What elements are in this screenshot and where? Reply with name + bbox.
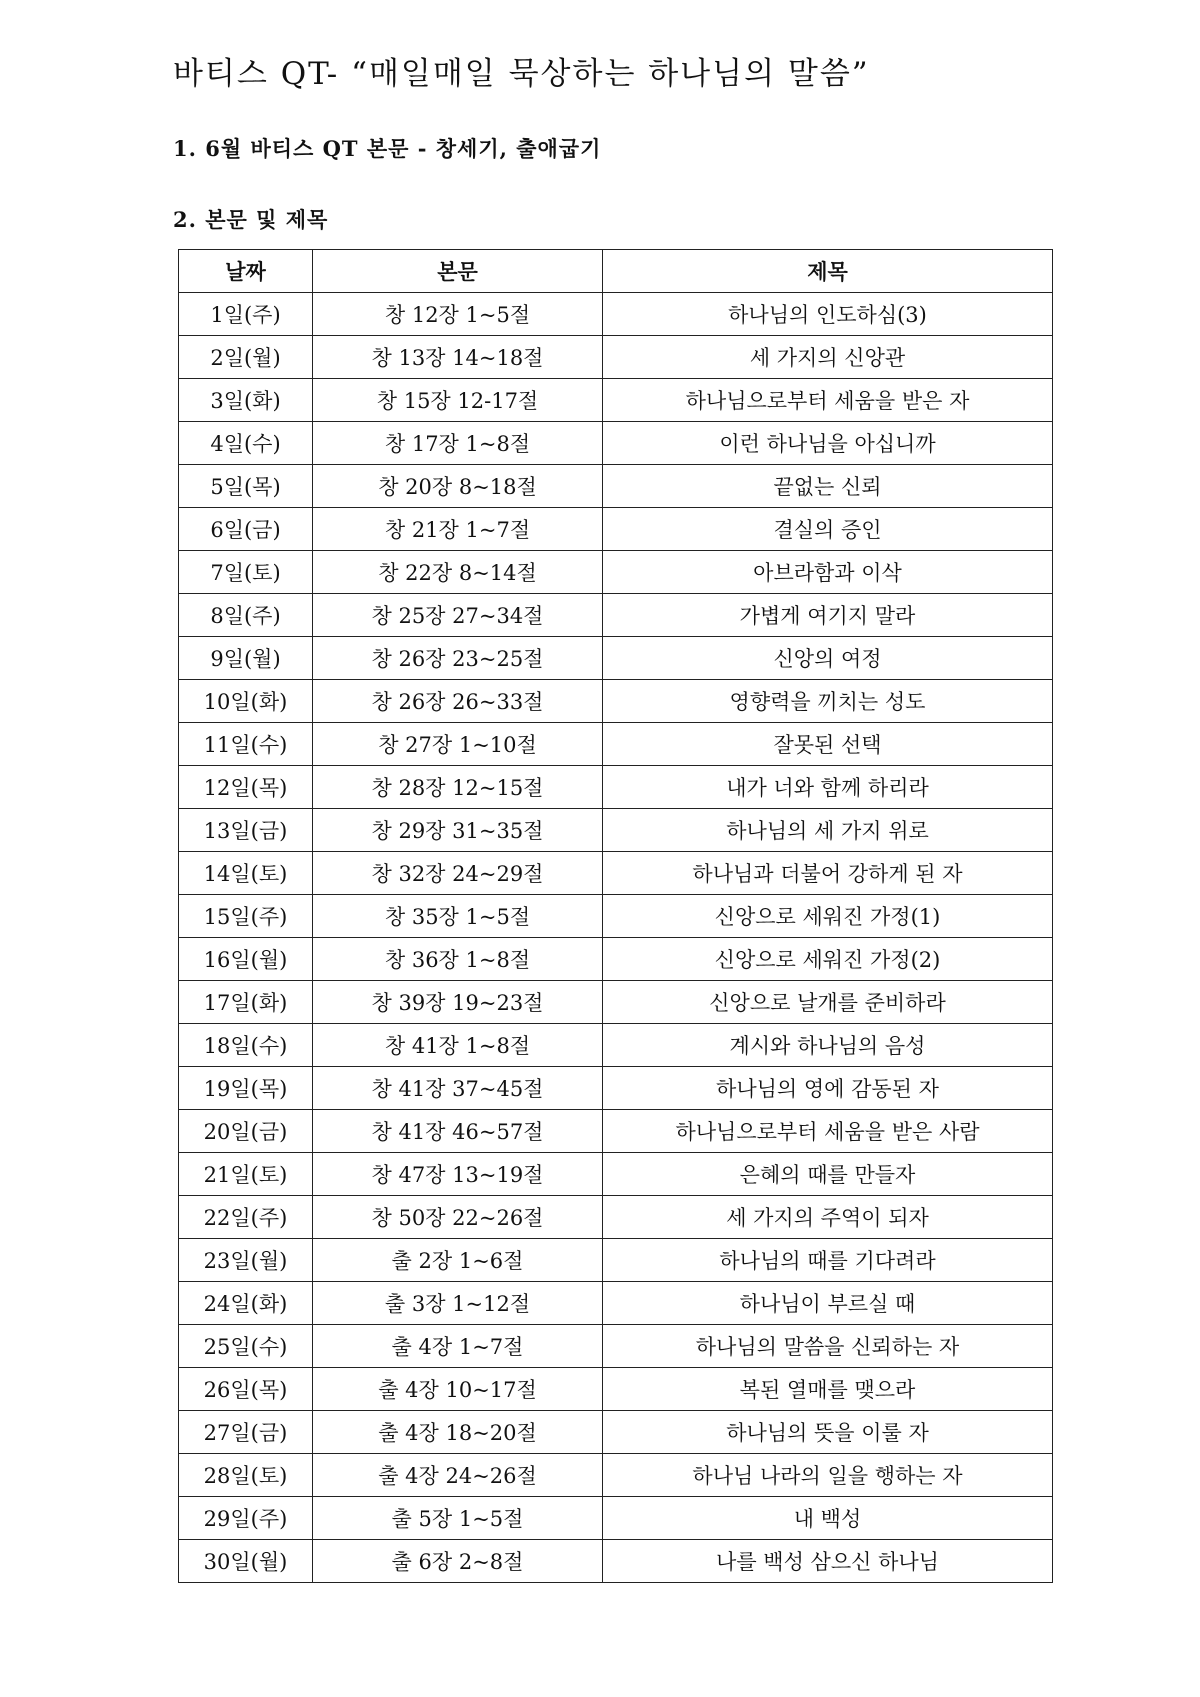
cell-passage: 창 17장 1~8절 xyxy=(313,422,603,465)
cell-passage: 창 15장 12-17절 xyxy=(313,379,603,422)
cell-title: 복된 열매를 맺으라 xyxy=(603,1368,1053,1411)
cell-passage: 출 4장 18~20절 xyxy=(313,1411,603,1454)
cell-passage: 창 36장 1~8절 xyxy=(313,938,603,981)
cell-date: 20일(금) xyxy=(179,1110,313,1153)
cell-title: 세 가지의 신앙관 xyxy=(603,336,1053,379)
cell-passage: 창 21장 1~7절 xyxy=(313,508,603,551)
cell-title: 하나님으로부터 세움을 받은 사람 xyxy=(603,1110,1053,1153)
cell-passage: 창 27장 1~10절 xyxy=(313,723,603,766)
cell-title: 세 가지의 주역이 되자 xyxy=(603,1196,1053,1239)
cell-passage: 창 41장 46~57절 xyxy=(313,1110,603,1153)
cell-title: 내가 너와 함께 하리라 xyxy=(603,766,1053,809)
cell-date: 26일(목) xyxy=(179,1368,313,1411)
cell-passage: 출 5장 1~5절 xyxy=(313,1497,603,1540)
table-row xyxy=(179,723,1053,766)
cell-title: 내 백성 xyxy=(603,1497,1053,1540)
cell-date: 23일(월) xyxy=(179,1239,313,1282)
cell-title: 하나님이 부르실 때 xyxy=(603,1282,1053,1325)
cell-date: 1일(주) xyxy=(179,293,313,336)
cell-passage: 창 13장 14~18절 xyxy=(313,336,603,379)
table-row xyxy=(179,1024,1053,1067)
cell-passage: 창 26장 23~25절 xyxy=(313,637,603,680)
cell-date: 25일(수) xyxy=(179,1325,313,1368)
cell-passage: 창 12장 1~5절 xyxy=(313,293,603,336)
cell-date: 4일(수) xyxy=(179,422,313,465)
header-passage: 본문 xyxy=(313,250,603,293)
cell-date: 3일(화) xyxy=(179,379,313,422)
cell-title: 은혜의 때를 만들자 xyxy=(603,1153,1053,1196)
cell-passage: 창 50장 22~26절 xyxy=(313,1196,603,1239)
cell-passage: 창 22장 8~14절 xyxy=(313,551,603,594)
cell-title: 신앙으로 세워진 가정(1) xyxy=(603,895,1053,938)
cell-passage: 출 4장 24~26절 xyxy=(313,1454,603,1497)
table-row xyxy=(179,680,1053,723)
cell-date: 6일(금) xyxy=(179,508,313,551)
table-row xyxy=(179,938,1053,981)
cell-title: 하나님과 더불어 강하게 된 자 xyxy=(603,852,1053,895)
cell-passage: 출 4장 1~7절 xyxy=(313,1325,603,1368)
table-row xyxy=(179,852,1053,895)
cell-date: 12일(목) xyxy=(179,766,313,809)
table-row xyxy=(179,594,1053,637)
cell-passage: 출 4장 10~17절 xyxy=(313,1368,603,1411)
cell-passage: 창 20장 8~18절 xyxy=(313,465,603,508)
cell-date: 8일(주) xyxy=(179,594,313,637)
table-row xyxy=(179,551,1053,594)
table-row xyxy=(179,1153,1053,1196)
table-row xyxy=(179,465,1053,508)
schedule-table xyxy=(178,249,1053,1583)
table-header-row xyxy=(179,250,1053,293)
cell-date: 7일(토) xyxy=(179,551,313,594)
cell-title: 하나님 나라의 일을 행하는 자 xyxy=(603,1454,1053,1497)
cell-title: 하나님의 말씀을 신뢰하는 자 xyxy=(603,1325,1053,1368)
cell-passage: 창 41장 37~45절 xyxy=(313,1067,603,1110)
cell-passage: 출 2장 1~6절 xyxy=(313,1239,603,1282)
table-row xyxy=(179,809,1053,852)
cell-passage: 창 35장 1~5절 xyxy=(313,895,603,938)
table-row xyxy=(179,1368,1053,1411)
table-row xyxy=(179,1325,1053,1368)
cell-passage: 창 25장 27~34절 xyxy=(313,594,603,637)
cell-passage: 창 32장 24~29절 xyxy=(313,852,603,895)
page-title: 바티스 QT- “매일매일 묵상하는 하나님의 말씀” xyxy=(173,56,870,92)
cell-date: 10일(화) xyxy=(179,680,313,723)
cell-title: 이런 하나님을 아십니까 xyxy=(603,422,1053,465)
table-row xyxy=(179,1454,1053,1497)
cell-date: 24일(화) xyxy=(179,1282,313,1325)
cell-date: 28일(토) xyxy=(179,1454,313,1497)
cell-title: 신앙의 여정 xyxy=(603,637,1053,680)
cell-title: 하나님의 세 가지 위로 xyxy=(603,809,1053,852)
cell-title: 신앙으로 날개를 준비하라 xyxy=(603,981,1053,1024)
cell-date: 9일(월) xyxy=(179,637,313,680)
cell-title: 하나님의 영에 감동된 자 xyxy=(603,1067,1053,1110)
cell-date: 13일(금) xyxy=(179,809,313,852)
cell-passage: 창 41장 1~8절 xyxy=(313,1024,603,1067)
cell-date: 21일(토) xyxy=(179,1153,313,1196)
cell-date: 19일(목) xyxy=(179,1067,313,1110)
table-row xyxy=(179,508,1053,551)
cell-title: 나를 백성 삼으신 하나님 xyxy=(603,1540,1053,1583)
cell-title: 계시와 하나님의 음성 xyxy=(603,1024,1053,1067)
header-date: 날짜 xyxy=(179,250,313,293)
cell-date: 15일(주) xyxy=(179,895,313,938)
section-heading-1: 1. 6월 바티스 QT 본문 - 창세기, 출애굽기 xyxy=(173,136,602,161)
cell-date: 17일(화) xyxy=(179,981,313,1024)
cell-passage: 창 39장 19~23절 xyxy=(313,981,603,1024)
table-row xyxy=(179,293,1053,336)
cell-title: 영향력을 끼치는 성도 xyxy=(603,680,1053,723)
cell-title: 신앙으로 세워진 가정(2) xyxy=(603,938,1053,981)
table-body xyxy=(179,293,1053,1583)
cell-date: 18일(수) xyxy=(179,1024,313,1067)
cell-title: 가볍게 여기지 말라 xyxy=(603,594,1053,637)
table-row xyxy=(179,1196,1053,1239)
cell-passage: 창 47장 13~19절 xyxy=(313,1153,603,1196)
cell-date: 22일(주) xyxy=(179,1196,313,1239)
cell-date: 29일(주) xyxy=(179,1497,313,1540)
table-row xyxy=(179,981,1053,1024)
cell-passage: 창 26장 26~33절 xyxy=(313,680,603,723)
cell-date: 2일(월) xyxy=(179,336,313,379)
cell-passage: 창 28장 12~15절 xyxy=(313,766,603,809)
table-row xyxy=(179,895,1053,938)
cell-passage: 출 6장 2~8절 xyxy=(313,1540,603,1583)
table-row xyxy=(179,1411,1053,1454)
cell-title: 잘못된 선택 xyxy=(603,723,1053,766)
table-row xyxy=(179,1282,1053,1325)
cell-title: 아브라함과 이삭 xyxy=(603,551,1053,594)
cell-title: 끝없는 신뢰 xyxy=(603,465,1053,508)
cell-date: 14일(토) xyxy=(179,852,313,895)
table-row xyxy=(179,336,1053,379)
cell-title: 결실의 증인 xyxy=(603,508,1053,551)
cell-title: 하나님의 뜻을 이룰 자 xyxy=(603,1411,1053,1454)
cell-date: 5일(목) xyxy=(179,465,313,508)
table-row xyxy=(179,1110,1053,1153)
cell-date: 16일(월) xyxy=(179,938,313,981)
cell-date: 11일(수) xyxy=(179,723,313,766)
table-row xyxy=(179,1497,1053,1540)
cell-title: 하나님의 인도하심(3) xyxy=(603,293,1053,336)
table-row xyxy=(179,637,1053,680)
table-row xyxy=(179,1067,1053,1110)
table-row xyxy=(179,1540,1053,1583)
table-row xyxy=(179,422,1053,465)
cell-passage: 창 29장 31~35절 xyxy=(313,809,603,852)
section-heading-2: 2. 본문 및 제목 xyxy=(173,207,329,232)
cell-title: 하나님으로부터 세움을 받은 자 xyxy=(603,379,1053,422)
cell-date: 27일(금) xyxy=(179,1411,313,1454)
table-row xyxy=(179,379,1053,422)
cell-passage: 출 3장 1~12절 xyxy=(313,1282,603,1325)
table-row xyxy=(179,766,1053,809)
cell-title: 하나님의 때를 기다려라 xyxy=(603,1239,1053,1282)
cell-date: 30일(월) xyxy=(179,1540,313,1583)
header-title: 제목 xyxy=(603,250,1053,293)
table-row xyxy=(179,1239,1053,1282)
